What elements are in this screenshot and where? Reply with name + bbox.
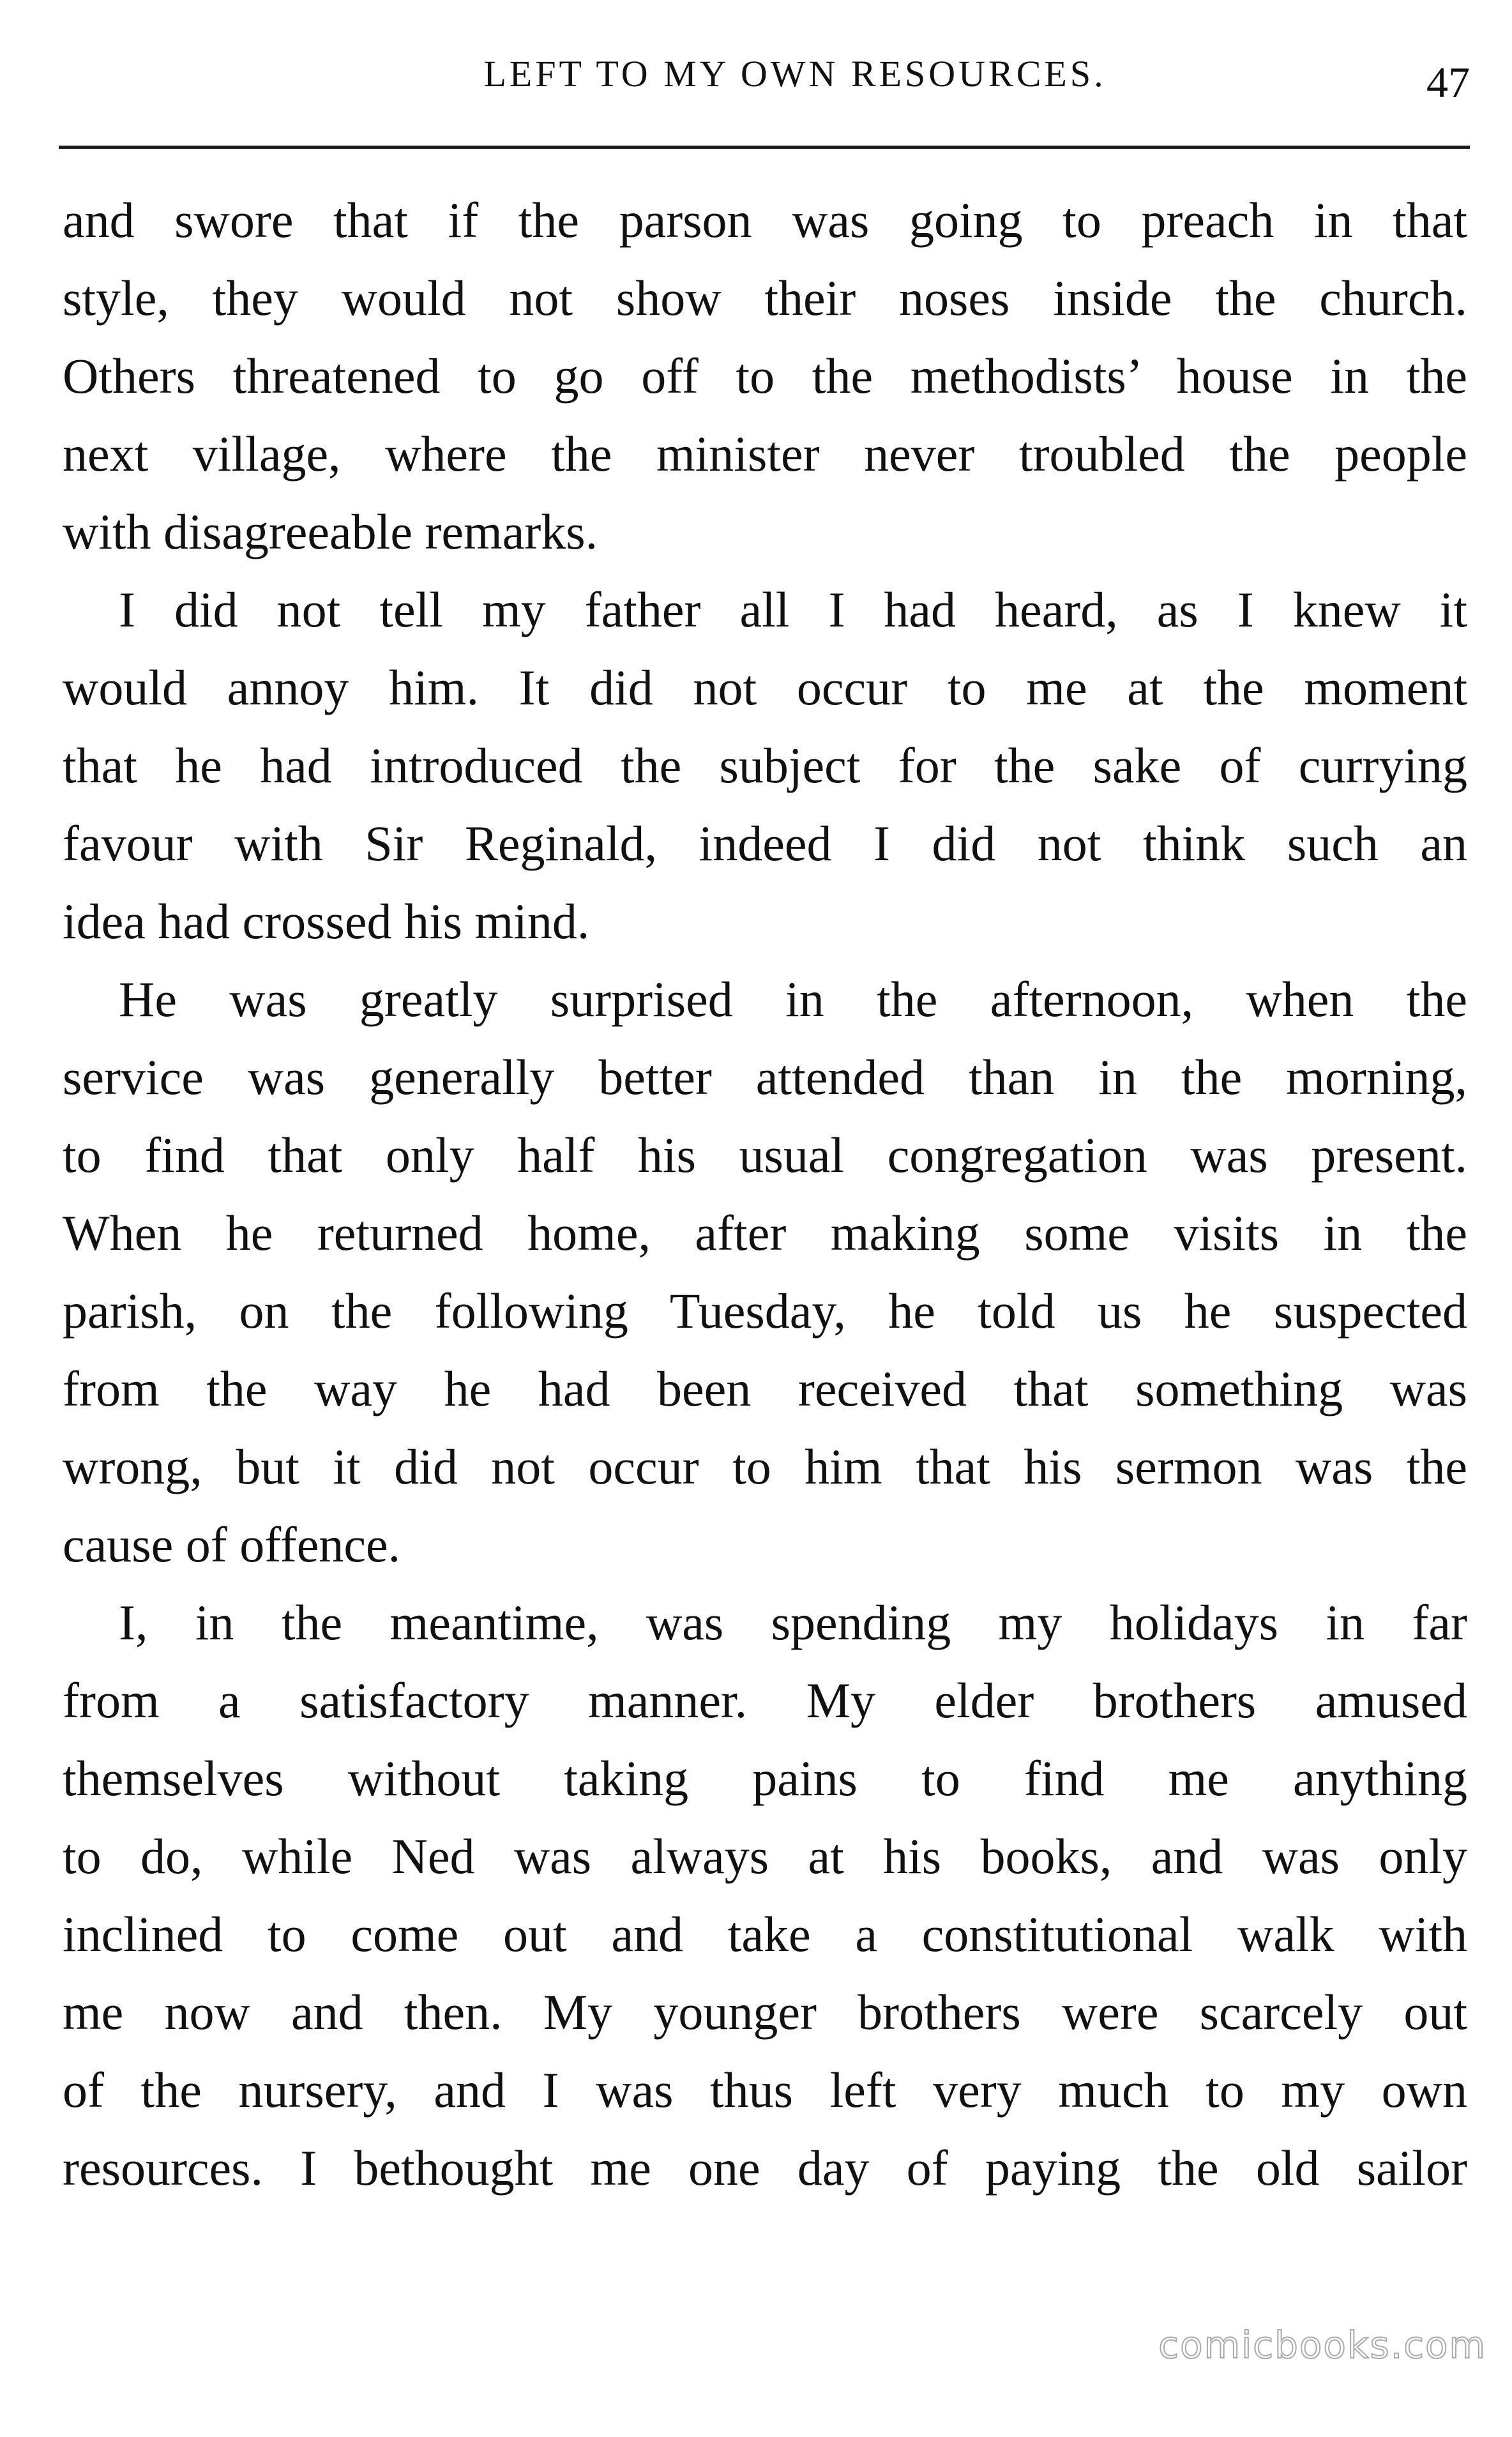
text-line: favour with Sir Reginald, indeed I did not think such an	[63, 816, 1467, 871]
text-line: wrong, but it did not occur to him that his sermon was the	[63, 1439, 1467, 1494]
text-line: next village, where the minister never troubled the people	[63, 426, 1467, 482]
paragraph-2	[63, 571, 1467, 960]
text-line: me now and then. My younger brothers were scarcely out	[63, 1984, 1467, 2040]
paragraph-1	[63, 181, 1467, 571]
paragraph-3	[63, 960, 1467, 1584]
text-line: Others threatened to go off to the methodists’ house in the	[63, 348, 1467, 404]
watermark: comicbooks.com	[1158, 2323, 1486, 2367]
text-line: with disagreeable remarks.	[63, 504, 598, 559]
text-line: resources. I bethought me one day of paying the old sailor	[63, 2140, 1467, 2196]
text-line: When he returned home, after making some visits in the	[63, 1205, 1467, 1261]
text-line: themselves without taking pains to find me anything	[63, 1750, 1467, 1806]
text-line: He was greatly surprised in the afternoon, when the	[119, 971, 1467, 1027]
text-line: inclined to come out and take a constitutional walk with	[63, 1906, 1467, 1962]
text-line: from the way he had been received that something was	[63, 1361, 1467, 1416]
page-number: 47	[1426, 58, 1470, 107]
text-line: from a satisfactory manner. My elder brothers amused	[63, 1673, 1467, 1728]
text-line: I, in the meantime, was spending my holidays in far	[119, 1595, 1467, 1650]
text-line: and swore that if the parson was going to preach in that	[63, 192, 1467, 248]
running-head	[63, 46, 1470, 116]
paragraph-4	[63, 1584, 1467, 2207]
text-line: parish, on the following Tuesday, he told us he suspected	[63, 1283, 1467, 1339]
text-line: service was generally better attended than in the morning,	[63, 1049, 1467, 1105]
text-line: I did not tell my father all I had heard, as I knew it	[119, 582, 1467, 637]
text-line: to find that only half his usual congregation was present.	[63, 1127, 1467, 1183]
header-rule	[59, 146, 1470, 149]
text-line: idea had crossed his mind.	[63, 893, 590, 949]
text-line: would annoy him. It did not occur to me at the moment	[63, 660, 1467, 715]
text-line: to do, while Ned was always at his books, and was only	[63, 1828, 1467, 1884]
running-title: LEFT TO MY OWN RESOURCES.	[483, 53, 1107, 95]
text-line: cause of offence.	[63, 1517, 401, 1572]
text-line: that he had introduced the subject for the sake of currying	[63, 738, 1467, 793]
text-line: style, they would not show their noses inside the church.	[63, 270, 1467, 326]
text-line: of the nursery, and I was thus left very much to my own	[63, 2062, 1467, 2118]
body-text	[63, 181, 1467, 2207]
